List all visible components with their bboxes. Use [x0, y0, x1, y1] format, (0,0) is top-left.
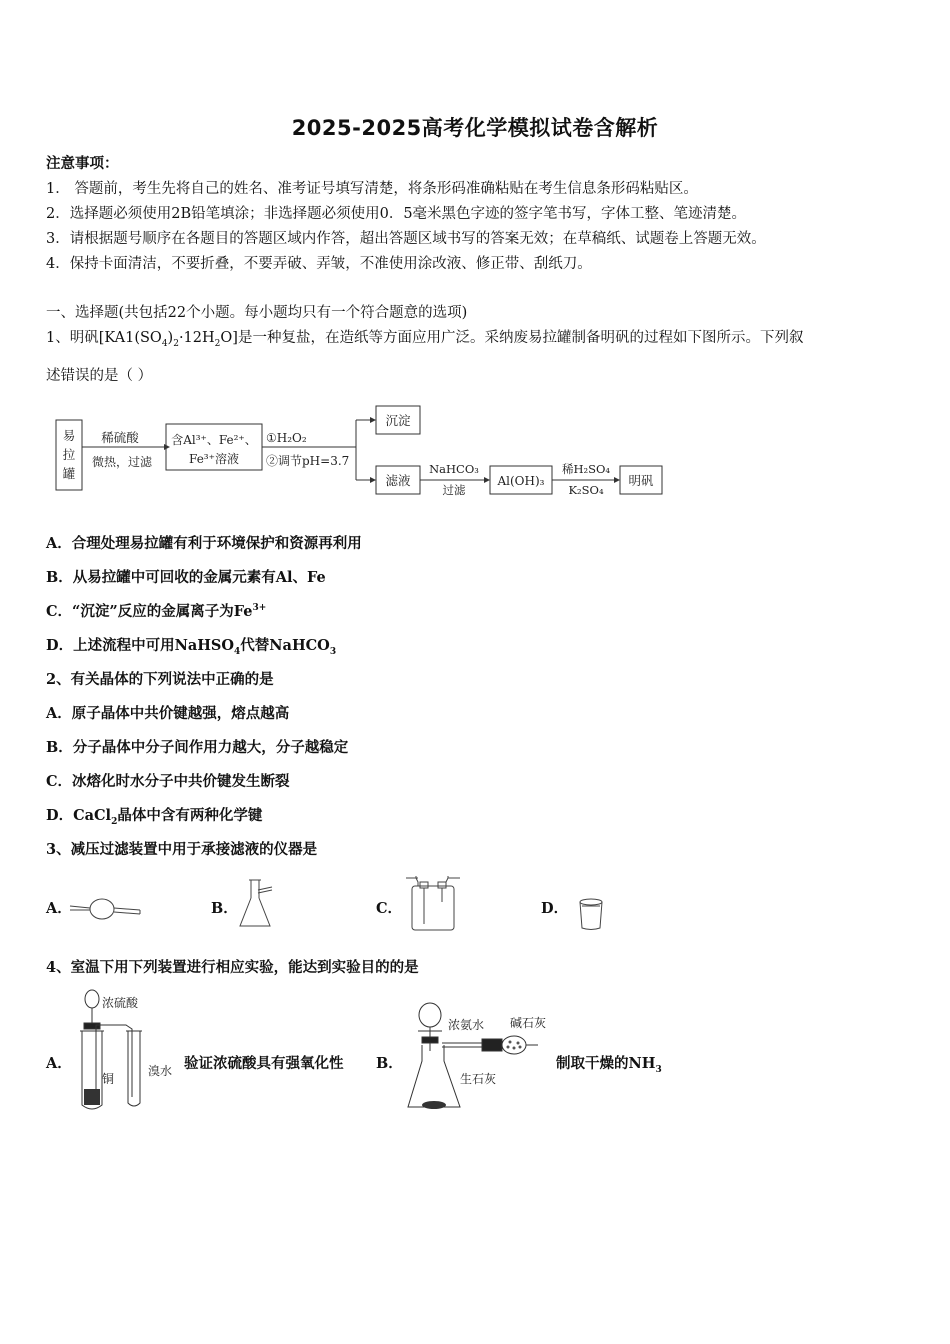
- section-heading: 一、选择题(共包括22个小题。每小题均只有一个符合题意的选项): [46, 305, 468, 321]
- q1-flowchart: [50, 402, 680, 498]
- page-title: 2025-2025高考化学模拟试卷含解析: [291, 116, 659, 140]
- can-char-3: 罐: [62, 466, 76, 481]
- q4-option-b-label: B．: [376, 1055, 403, 1072]
- q1-stem: 1、明矾$[KA1(SO_4)_2\cdot 12H_2O]$是一种复盐，在造纸等方面应用广泛。采纳废易拉罐制备明矾的过程如下图所示。下列叙: [46, 330, 804, 349]
- solution-line2: Fe³⁺溶液: [189, 452, 239, 466]
- q1-option-a: A．合理处理易拉罐有利于环境保护和资源再利用: [46, 535, 362, 552]
- precipitate-box: 沉淀: [385, 413, 411, 428]
- q3-option-d-label: D．: [541, 900, 569, 917]
- step1-top: 稀硫酸: [101, 430, 139, 445]
- step1-bottom: 微热，过滤: [91, 455, 153, 469]
- q2-stem: 2、有关晶体的下列说法中正确的是: [46, 671, 274, 688]
- step2-top: ①H₂O₂: [266, 431, 307, 445]
- q3-option-c-label: C．: [376, 900, 403, 917]
- notice-item-2: 2．选择题必须使用2B铅笔填涂；非选择题必须使用0．5毫米黑色字迹的签字笔书写，字体工整、笔迹清楚。: [46, 206, 747, 222]
- figA-copper-label: 铜: [102, 1072, 115, 1086]
- step3-bottom: 过滤: [442, 483, 466, 497]
- step2-bottom: ②调节pH=3.7: [266, 454, 350, 468]
- q4-option-a-figure: [70, 985, 184, 1115]
- figB-sodalime-label: 碱石灰: [510, 1016, 547, 1030]
- q1-option-d: D．上述流程中可用NaHSO$_4$代替NaHCO$_3$: [46, 637, 337, 657]
- q3-option-b-image: [236, 876, 278, 932]
- step3-top: NaHCO₃: [429, 462, 479, 476]
- q3-option-a-label: A．: [46, 900, 72, 917]
- q3-stem: 3、减压过滤装置中用于承接滤液的仪器是: [46, 841, 318, 858]
- q2-option-a: A．原子晶体中共价键越强，熔点越高: [46, 705, 290, 722]
- aloh3-box: Al(OH)₃: [497, 474, 545, 488]
- can-char-2: 拉: [62, 447, 76, 462]
- q4-option-b-text: 制取干燥的$NH_3$: [556, 1055, 662, 1075]
- figB-quicklime-label: 生石灰: [460, 1072, 497, 1086]
- q4-stem: 4、室温下用下列装置进行相应实验，能达到实验目的的是: [46, 959, 419, 976]
- q2-option-b: B．分子晶体中分子间作用力越大，分子越稳定: [46, 739, 349, 756]
- filtrate-box: 滤液: [385, 473, 411, 488]
- q2-option-d: D．CaCl$_2$晶体中含有两种化学键: [46, 807, 263, 827]
- notice-item-1: 1． 答题前，考生先将自己的姓名、准考证号填写清楚，将条形码准确粘贴在考生信息条形码粘贴区。: [46, 181, 698, 197]
- step4-top: 稀H₂SO₄: [561, 462, 611, 476]
- figB-ammonia-label: 浓氨水: [448, 1018, 485, 1032]
- q2-option-c: C．冰熔化时水分子中共价键发生断裂: [46, 773, 290, 790]
- q1-option-b: B．从易拉罐中可回收的金属元素有Al、Fe: [46, 569, 326, 586]
- step4-bottom: K₂SO₄: [568, 483, 604, 497]
- alum-box: 明矾: [628, 473, 654, 488]
- q4-option-b-figure: [402, 993, 554, 1117]
- q3-option-d-image: [576, 896, 606, 932]
- q4-option-a-text: 验证浓硫酸具有强氧化性: [184, 1055, 344, 1072]
- notice-item-3: 3．请根据题号顺序在各题目的答题区域内作答，超出答题区域书写的答案无效；在草稿纸、试题卷上答题无效。: [46, 231, 766, 247]
- notice-heading: 注意事项：: [46, 155, 119, 172]
- solution-line1: 含Al³⁺、Fe²⁺、: [171, 433, 257, 447]
- q3-option-c-image: [402, 872, 464, 934]
- q3-option-b-label: B．: [211, 900, 238, 917]
- q1-option-c: C．“沉淀”反应的金属离子为$Fe^{3+}$: [46, 603, 267, 620]
- q1-stem-line2: 述错误的是（ ）: [46, 368, 153, 384]
- q3-option-a-image: [68, 896, 144, 922]
- notice-item-4: 4．保持卡面清洁，不要折叠，不要弄破、弄皱，不准使用涂改液、修正带、刮纸刀。: [46, 256, 592, 272]
- figA-acid-label: 浓硫酸: [102, 996, 139, 1010]
- q4-option-a-label: A．: [46, 1055, 72, 1072]
- figA-bromine-label: 溴水: [148, 1064, 173, 1078]
- can-char-1: 易: [62, 428, 76, 443]
